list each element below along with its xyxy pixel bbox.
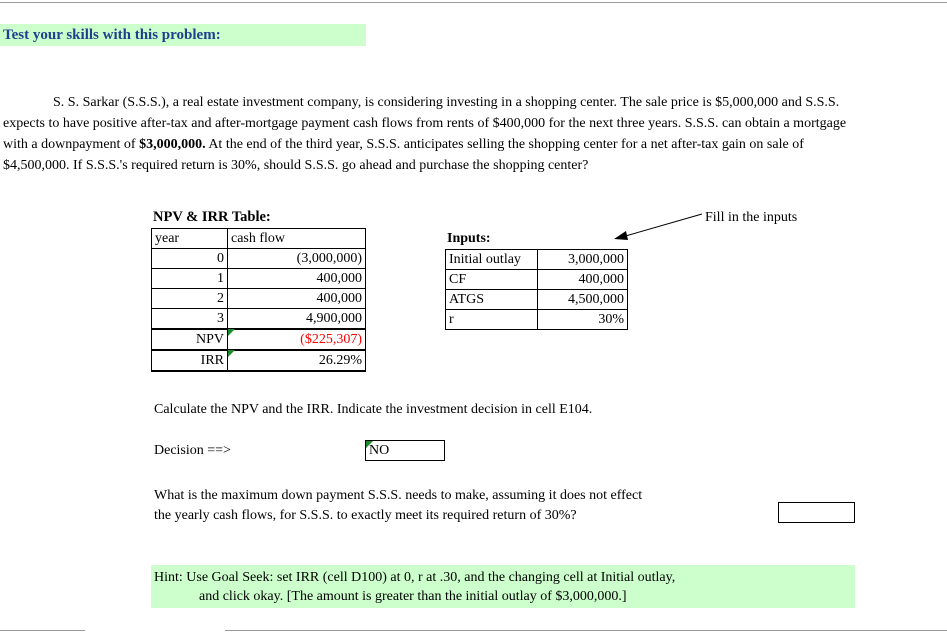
input-value-cf[interactable]: 400,000	[538, 270, 628, 290]
section-header: Test your skills with this problem:	[0, 24, 366, 46]
hint-line-1: Hint: Use Goal Seek: set IRR (cell D100) at 0, r at .30, and the changing cell at Initial outlay,	[154, 570, 676, 585]
problem-line-2: expects to have positive after-tax and after-mortgage payment cash flows from rents of $400,000 for the next three years. S.S.S. can obtain a mortgage	[3, 116, 847, 131]
year-cell[interactable]: 3	[152, 309, 228, 330]
cash-flow-cell[interactable]: 4,900,000	[228, 309, 366, 330]
max-downpayment-question	[154, 486, 642, 526]
npv-value-cell[interactable]: ($225,307)	[228, 329, 366, 350]
col-header-year[interactable]: year	[152, 229, 228, 249]
downpayment-amount: $3,000,000.	[139, 137, 206, 152]
input-label-cf[interactable]: CF	[446, 270, 538, 290]
cash-flow-cell[interactable]: (3,000,000)	[228, 249, 366, 269]
hint-box	[151, 565, 855, 608]
bottom-gridline-right	[225, 630, 947, 631]
input-value-atgs[interactable]: 4,500,000	[538, 290, 628, 310]
npv-label-cell[interactable]	[152, 329, 228, 350]
irr-value-cell[interactable]: 26.29%	[228, 350, 366, 371]
decision-label: Decision ==>	[154, 443, 231, 458]
problem-text	[3, 92, 923, 176]
input-label-atgs[interactable]: ATGS	[446, 290, 538, 310]
answer-cell[interactable]	[778, 502, 855, 523]
input-label-initial-outlay[interactable]: Initial outlay	[446, 250, 538, 270]
col-header-cash-flow[interactable]: cash flow	[228, 229, 366, 249]
cash-flow-cell[interactable]: 400,000	[228, 269, 366, 289]
year-cell[interactable]: 0	[152, 249, 228, 269]
calc-instruction: Calculate the NPV and the IRR. Indicate the investment decision in cell E104.	[154, 402, 593, 417]
npv-table-title: NPV & IRR Table:	[153, 209, 271, 225]
problem-line-3	[3, 134, 923, 155]
arrow-pointer-icon	[612, 212, 704, 242]
hint-line-2: and click okay. [The amount is greater than the initial outlay of $3,000,000.]	[199, 589, 627, 604]
decision-value: NO	[369, 443, 390, 458]
problem-line-4: $4,500,000. If S.S.S.'s required return is 30%, should S.S.S. go ahead and purchase the shopping center?	[3, 158, 589, 173]
inputs-table	[445, 249, 628, 330]
bottom-gridline-left	[0, 630, 85, 631]
decision-cell[interactable]	[365, 440, 445, 461]
cell-comment-triangle-icon	[366, 441, 373, 448]
cell-comment-triangle-icon	[228, 329, 235, 336]
problem-line-1: S. S. Sarkar (S.S.S.), a real estate investment company, is considering investing in a shopping center. The sale price is $5,000,000 and S.S.S.	[53, 95, 840, 110]
irr-label-cell[interactable]	[152, 350, 228, 371]
problem-line-3a: with a downpayment of	[3, 137, 140, 152]
fill-inputs-label: Fill in the inputs	[705, 210, 798, 225]
npv-label: NPV	[195, 332, 224, 347]
inputs-title: Inputs:	[447, 231, 491, 246]
year-cell[interactable]: 2	[152, 289, 228, 309]
npv-irr-table	[151, 228, 366, 372]
year-cell[interactable]: 1	[152, 269, 228, 289]
top-gridline	[0, 2, 947, 3]
question-line-2: the yearly cash flows, for S.S.S. to exactly meet its required return of 30%?	[154, 508, 577, 523]
irr-label: IRR	[200, 353, 224, 368]
cell-comment-triangle-icon	[228, 350, 235, 357]
cash-flow-cell[interactable]: 400,000	[228, 289, 366, 309]
question-line-1: What is the maximum down payment S.S.S. needs to make, assuming it does not effect	[154, 488, 643, 503]
input-value-initial-outlay[interactable]: 3,000,000	[538, 250, 628, 270]
problem-line-3b: At the end of the third year, S.S.S. anticipates selling the shopping center for a net after-tax gain on sale of	[205, 137, 804, 152]
input-value-r[interactable]: 30%	[538, 310, 628, 330]
input-label-r[interactable]: r	[446, 310, 538, 330]
